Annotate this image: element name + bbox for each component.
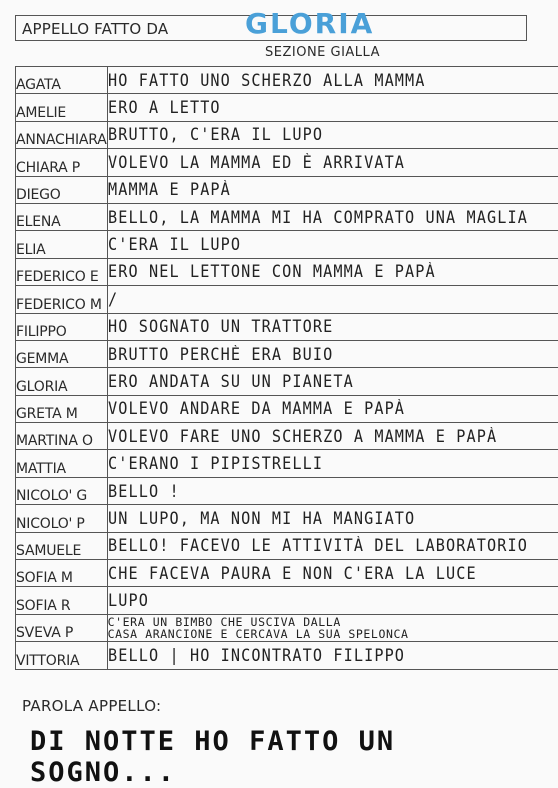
student-answer: ERO ANDATA SU UN PIANETA: [108, 372, 354, 391]
table-row: [16, 587, 558, 614]
student-name: NICOLO' G: [16, 477, 108, 504]
student-answer: C'ERA UN BIMBO CHE USCIVA DALLA CASA ARANCIONE E CERCAVA LA SUA SPELONCA: [108, 616, 409, 640]
student-answer-cell: [107, 121, 558, 148]
table-row: [16, 560, 558, 587]
student-name: GEMMA: [16, 340, 108, 367]
caller-name: GLORIA: [245, 9, 374, 39]
keyword-sentence: DI NOTTE HO FATTO UN SOGNO...: [30, 726, 558, 788]
student-answer: LUPO: [108, 591, 149, 610]
student-name: FEDERICO M: [16, 286, 108, 313]
student-answer-cell: [107, 505, 558, 532]
student-name: ELIA: [16, 231, 108, 258]
table-row: [16, 642, 558, 669]
student-name: SOFIA M: [16, 560, 108, 587]
student-answer-cell: [107, 368, 558, 395]
student-name: CHIARA P: [16, 149, 108, 176]
table-row: [16, 340, 558, 367]
student-answer: CHE FACEVA PAURA E NON C'ERA LA LUCE: [108, 564, 477, 583]
student-answer: BELLO | HO INCONTRATO FILIPPO: [108, 646, 405, 665]
student-answer: MAMMA E PAPÀ: [108, 180, 231, 199]
student-answer-cell: [107, 587, 558, 614]
student-answer: /: [108, 290, 118, 309]
table-row: [16, 505, 558, 532]
student-name: ANNACHIARA: [16, 121, 108, 148]
student-answer-cell: [107, 642, 558, 669]
student-answer: UN LUPO, MA NON MI HA MANGIATO: [108, 509, 415, 528]
student-answer: BRUTTO, C'ERA IL LUPO: [108, 125, 323, 144]
table-row: [16, 176, 558, 203]
student-answer: BRUTTO PERCHÈ ERA BUIO: [108, 345, 333, 364]
student-name: SVEVA P: [16, 614, 108, 641]
student-answer: BELLO !: [108, 482, 180, 501]
student-name: GLORIA: [16, 368, 108, 395]
student-name: NICOLO' P: [16, 505, 108, 532]
table-row: [16, 149, 558, 176]
student-answer: HO FATTO UNO SCHERZO ALLA MAMMA: [108, 71, 426, 90]
student-name: DIEGO: [16, 176, 108, 203]
student-answer-cell: [107, 313, 558, 340]
student-answer-cell: [107, 258, 558, 285]
student-name: GRETA M: [16, 395, 108, 422]
table-row: [16, 67, 558, 94]
student-name: ELENA: [16, 203, 108, 230]
student-answer-cell: [107, 614, 558, 641]
student-name: MATTIA: [16, 450, 108, 477]
student-answer-cell: [107, 67, 558, 94]
student-answer-cell: [107, 395, 558, 422]
table-row: [16, 395, 558, 422]
table-row: [16, 368, 558, 395]
table-row: [16, 286, 558, 313]
student-answer-cell: [107, 231, 558, 258]
student-name: AGATA: [16, 67, 108, 94]
header-label: APPELLO FATTO DA: [22, 20, 168, 38]
student-name: VITTORIA: [16, 642, 108, 669]
roll-table-body: [16, 67, 558, 670]
student-answer: HO SOGNATO UN TRATTORE: [108, 317, 333, 336]
student-answer-cell: [107, 532, 558, 559]
student-name: AMELIE: [16, 94, 108, 121]
section-label: SEZIONE GIALLA: [265, 45, 380, 60]
table-row: [16, 477, 558, 504]
student-answer-cell: [107, 203, 558, 230]
table-row: [16, 121, 558, 148]
student-name: MARTINA O: [16, 423, 108, 450]
student-answer: VOLEVO ANDARE DA MAMMA E PAPÀ: [108, 399, 405, 418]
student-answer-cell: [107, 340, 558, 367]
student-answer-cell: [107, 149, 558, 176]
table-row: [16, 423, 558, 450]
table-row: [16, 532, 558, 559]
student-answer-cell: [107, 450, 558, 477]
student-answer-cell: [107, 560, 558, 587]
student-answer-cell: [107, 477, 558, 504]
student-answer: BELLO! FACEVO LE ATTIVITÀ DEL LABORATORIO: [108, 536, 528, 555]
student-answer-cell: [107, 423, 558, 450]
student-answer: ERO NEL LETTONE CON MAMMA E PAPÀ: [108, 262, 436, 281]
student-name: FILIPPO: [16, 313, 108, 340]
student-answer: C'ERA IL LUPO: [108, 235, 241, 254]
student-answer-cell: [107, 286, 558, 313]
keyword-label: PAROLA APPELLO:: [22, 697, 161, 715]
student-answer: BELLO, LA MAMMA MI HA COMPRATO UNA MAGLIA: [108, 208, 528, 227]
student-answer-cell: [107, 94, 558, 121]
student-name: FEDERICO E: [16, 258, 108, 285]
student-name: SAMUELE: [16, 532, 108, 559]
student-answer-cell: [107, 176, 558, 203]
table-row: [16, 313, 558, 340]
student-answer: ERO A LETTO: [108, 98, 221, 117]
roll-table: [15, 66, 558, 670]
student-answer: VOLEVO LA MAMMA ED È ARRIVATA: [108, 153, 405, 172]
student-answer: C'ERANO I PIPISTRELLI: [108, 454, 323, 473]
table-row: [16, 258, 558, 285]
table-row: [16, 94, 558, 121]
student-name: SOFIA R: [16, 587, 108, 614]
table-row: [16, 450, 558, 477]
table-row: [16, 614, 558, 641]
table-row: [16, 231, 558, 258]
student-answer: VOLEVO FARE UNO SCHERZO A MAMMA E PAPÀ: [108, 427, 497, 446]
table-row: [16, 203, 558, 230]
